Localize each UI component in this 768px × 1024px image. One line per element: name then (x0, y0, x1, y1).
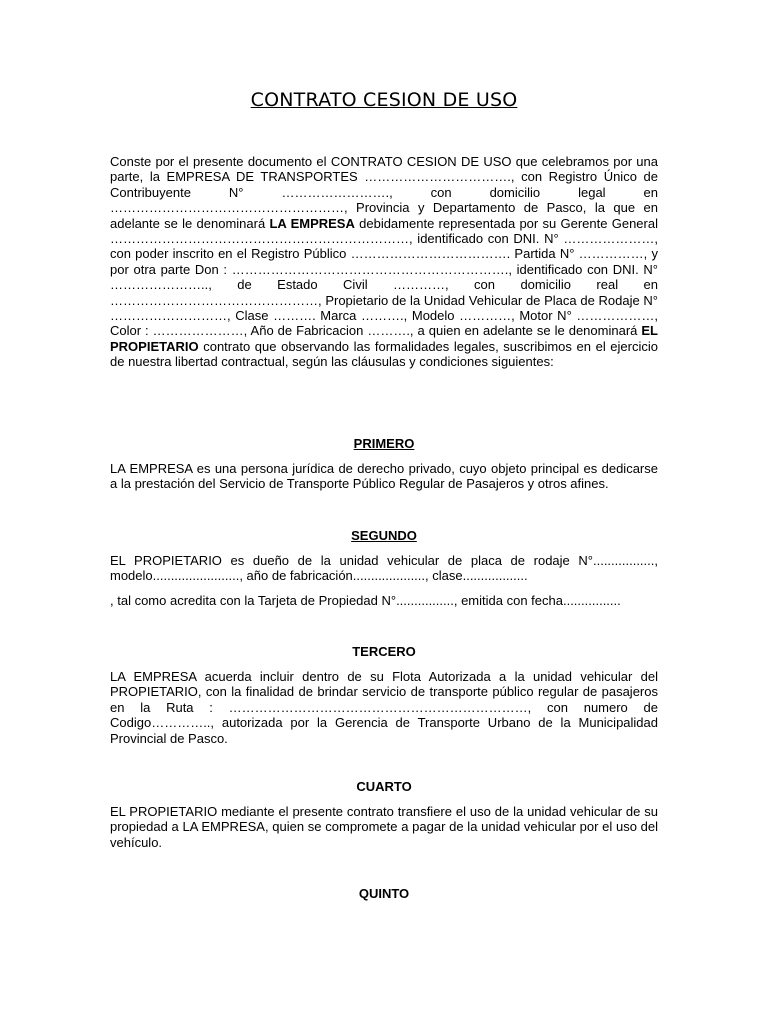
section-text-tercero: LA EMPRESA acuerda incluir dentro de su Flota Autorizada a la unidad vehicular del PROPIETARIO, con la finalidad de brindar servicio de transporte público regular de pasajeros en la Ruta : ……………………………………………………………, con numero de Codigo………….., autorizada por la Gerencia de Transporte Urbano de la Municipalidad Provincial de Pasco. (110, 669, 658, 746)
section-text-primero: LA EMPRESA es una persona jurídica de derecho privado, cuyo objeto principal es dedicarse a la prestación del Servicio de Transporte Público Regular de Pasajeros y otros afines. (110, 461, 658, 492)
section-text-segundo-2: , tal como acredita con la Tarjeta de Propiedad N°................, emitida con fecha................ (110, 593, 621, 608)
intro-bold-la-empresa: LA EMPRESA (269, 215, 355, 231)
section-text-segundo-1: EL PROPIETARIO es dueño de la unidad vehicular de placa de rodaje N°................., modelo........................, año de fabricación...................., clase.................. (110, 553, 658, 584)
intro-text-1: Conste por el presente documento el CONTRATO CESION DE USO que celebramos por una parte, la EMPRESA DE TRANSPORTES ……………………………., con Registro Único de Contribuyente N° ……………………., con domicilio legal en ………………………………………………, Provincia y Departamento de Pasco, la que en adelante se le denominará (110, 154, 658, 231)
document-title: CONTRATO CESION DE USO (250, 89, 518, 111)
intro-bold-el-propietario: EL PROPIETARIO (110, 323, 658, 354)
intro-paragraph (110, 154, 658, 370)
section-heading-primero: PRIMERO (353, 436, 415, 451)
section-heading-quinto: QUINTO (358, 886, 410, 901)
section-heading-segundo: SEGUNDO (351, 528, 417, 543)
section-text-cuarto: EL PROPIETARIO mediante el presente contrato transfiere el uso de la unidad vehicular de su propiedad a LA EMPRESA, quien se compromete a pagar de la unidad vehicular por el uso del vehículo. (110, 804, 658, 850)
intro-text-2: debidamente representada por su Gerente General ……………………………………………………………, identificado con DNI. N° …………………, con poder inscrito en el Registro Público ………………………………. Partida N° ……………, y por otra parte Don : ………………………………………………………., identificado con DNI. N° ………………….., de Estado Civil …………, con domicilio real en …………………………………………, Propietario de la Unidad Vehicular de Placa de Rodaje N° ………………………, Clase ………. Marca ………., Modelo …………, Motor N° ………………, Color : …………………, Año de Fabricacion ………., a quien en adelante se le denominará (110, 215, 658, 339)
intro-text-3: contrato que observando las formalidades legales, suscribimos en el ejercicio de nuestra libertad contractual, según las cláusulas y condiciones siguientes: (110, 338, 658, 370)
section-heading-cuarto: CUARTO (356, 779, 412, 794)
section-heading-tercero: TERCERO (352, 644, 416, 659)
